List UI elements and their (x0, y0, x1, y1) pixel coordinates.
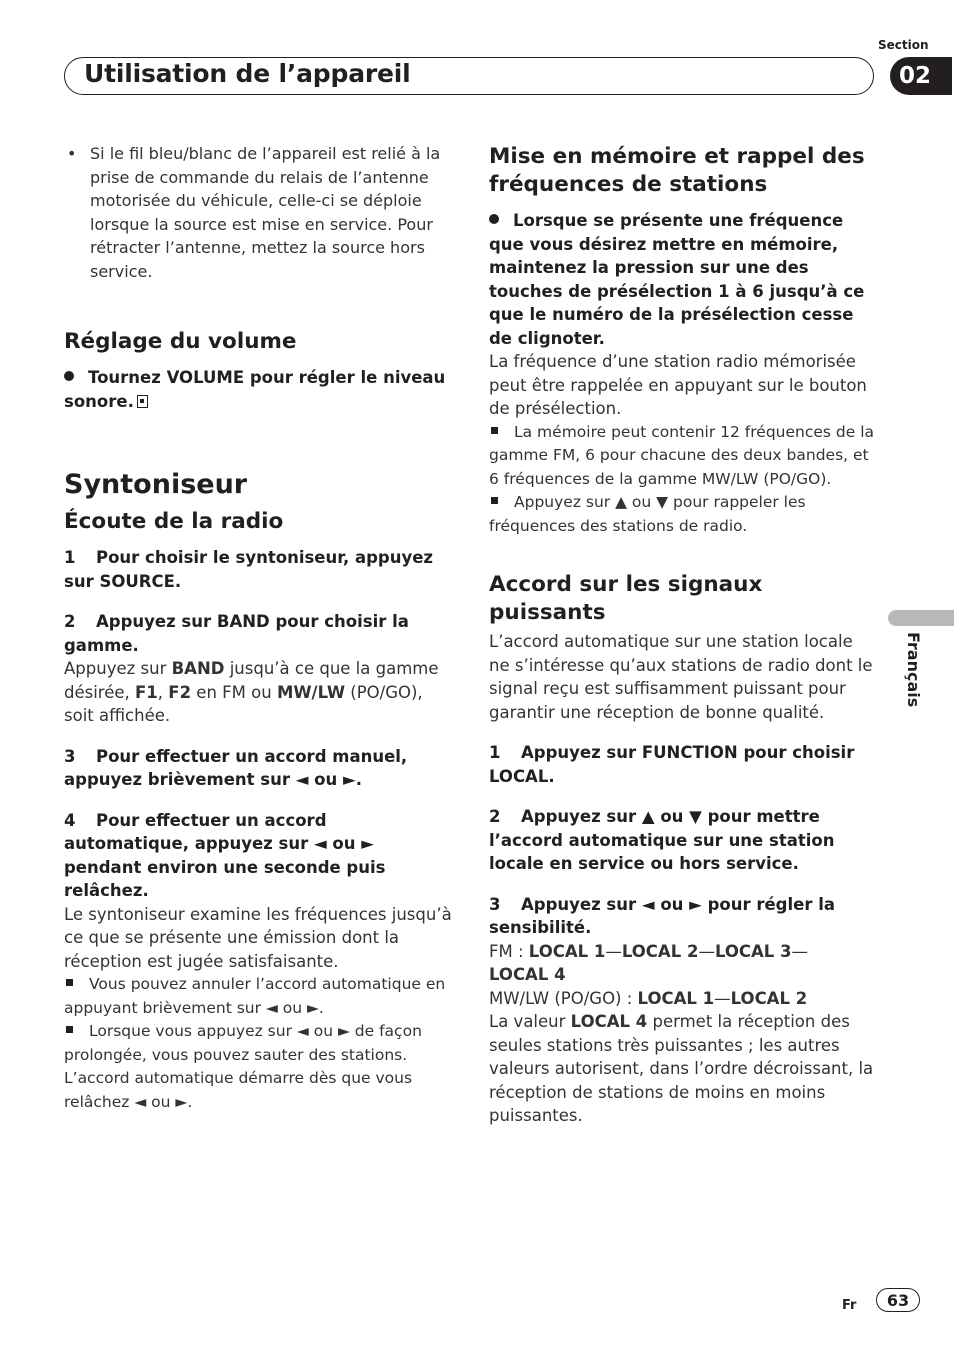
local-heading: Accord sur les signaux puissants (489, 572, 763, 625)
step-4-body: Le syntoniseur examine les fréquences jusqu’à ce que se présente une émission dont la réception est jugée satisfaisante. (64, 904, 452, 971)
page-number: 63 (876, 1288, 920, 1312)
bullet-dot-icon (489, 214, 499, 224)
local-body: L’accord automatique sur une station locale ne s’intéresse qu’aux stations de radio dont le signal reçu est suffisamment puissant pour garantir une réception de bonne qualité. (489, 632, 873, 722)
volume-instruction: Tournez VOLUME pour régler le niveau sonore. (64, 368, 446, 411)
memory-heading: Mise en mémoire et rappel des fréquences de stations (489, 144, 865, 197)
note-2: Lorsque vous appuyez sur ◄ ou ► de façon prolongée, vous pouvez sauter des stations. L’accord automatique démarre dès que vous relâchez ◄ ou ►. (64, 1022, 422, 1111)
fm-sensitivity-values: FM : LOCAL 1—LOCAL 2—LOCAL 3— LOCAL 4 (489, 941, 809, 984)
local-step-2: 2 Appuyez sur ▲ ou ▼ pour mettre l’accord automatique sur une station locale en service ou hors service. (489, 807, 835, 873)
step-2-body: Appuyez sur BAND jusqu’à ce que la gamme désirée, F1, F2 en FM ou MW/LW (PO/GO), soit affichée. (64, 659, 439, 725)
step-4: 4 Pour effectuer un accord automatique, appuyez sur ◄ ou ► pendant environ une seconde puis relâchez. (64, 810, 386, 900)
note-square-icon (66, 1026, 73, 1033)
footer-language-code: Fr (842, 1298, 857, 1313)
intro-bullet-text: Si le fil bleu/blanc de l’appareil est relié à la prise de commande du relais de l’antenne motorisée du véhicule, celle-ci se déploie lorsque la source est mise en service. Pour rétracter l’antenne, mettez la source hors service. (90, 144, 441, 281)
mw-sensitivity-values: MW/LW (PO/GO) : LOCAL 1—LOCAL 2 (489, 988, 808, 1008)
section-label: Section (878, 38, 929, 52)
volume-heading: Réglage du volume (64, 329, 297, 354)
local-step-3: 3 Appuyez sur ◄ ou ► pour régler la sensibilité. (489, 894, 836, 937)
memory-note-1: La mémoire peut contenir 12 fréquences de la gamme FM, 6 pour chacune des deux bandes, et 6 fréquences de la gamme MW/LW (PO/GO). (489, 422, 875, 488)
language-tab (888, 610, 954, 626)
radio-heading: Écoute de la radio (64, 509, 284, 534)
left-column (64, 142, 454, 1114)
memory-body: La fréquence d’une station radio mémorisée peut être rappelée en appuyant sur le bouton de présélection. (489, 352, 867, 418)
note-square-icon (491, 427, 498, 434)
tuner-heading: Syntoniseur (64, 469, 248, 500)
bullet-icon: • (67, 144, 77, 163)
page-title: Utilisation de l’appareil (84, 59, 411, 88)
step-1: 1 Pour choisir le syntoniseur, appuyez sur SOURCE. (64, 548, 434, 591)
intro-bullet (64, 142, 454, 283)
sensitivity-explanation: La valeur LOCAL 4 permet la réception des seules stations très puissantes ; les autres valeurs autorisent, dans l’ordre décroissant, la réception de stations de moins en moins puissantes. (489, 1012, 874, 1125)
note-1: Vous pouvez annuler l’accord automatique en appuyant brièvement sur ◄ ou ►. (64, 975, 446, 1017)
step-2: 2 Appuyez sur BAND pour choisir la gamme. (64, 612, 409, 655)
language-label: Français (904, 632, 923, 708)
section-number-badge: 02 (890, 57, 952, 95)
local-step-1: 1 Appuyez sur FUNCTION pour choisir LOCAL. (489, 743, 855, 786)
memory-instruction: Lorsque se présente une fréquence que vous désirez mettre en mémoire, maintenez la pression sur une des touches de présélection 1 à 6 jusqu’à ce que le numéro de la présélection cesse de clignoter. (489, 211, 865, 348)
note-square-icon (491, 497, 498, 504)
step-3: 3 Pour effectuer un accord manuel, appuyez brièvement sur ◄ ou ►. (64, 746, 408, 789)
memory-note-2: Appuyez sur ▲ ou ▼ pour rappeler les fréquences des stations de radio. (489, 493, 806, 535)
note-square-icon (66, 979, 73, 986)
bullet-dot-icon (64, 371, 74, 381)
right-column (489, 143, 875, 1128)
end-mark-icon (137, 395, 148, 408)
